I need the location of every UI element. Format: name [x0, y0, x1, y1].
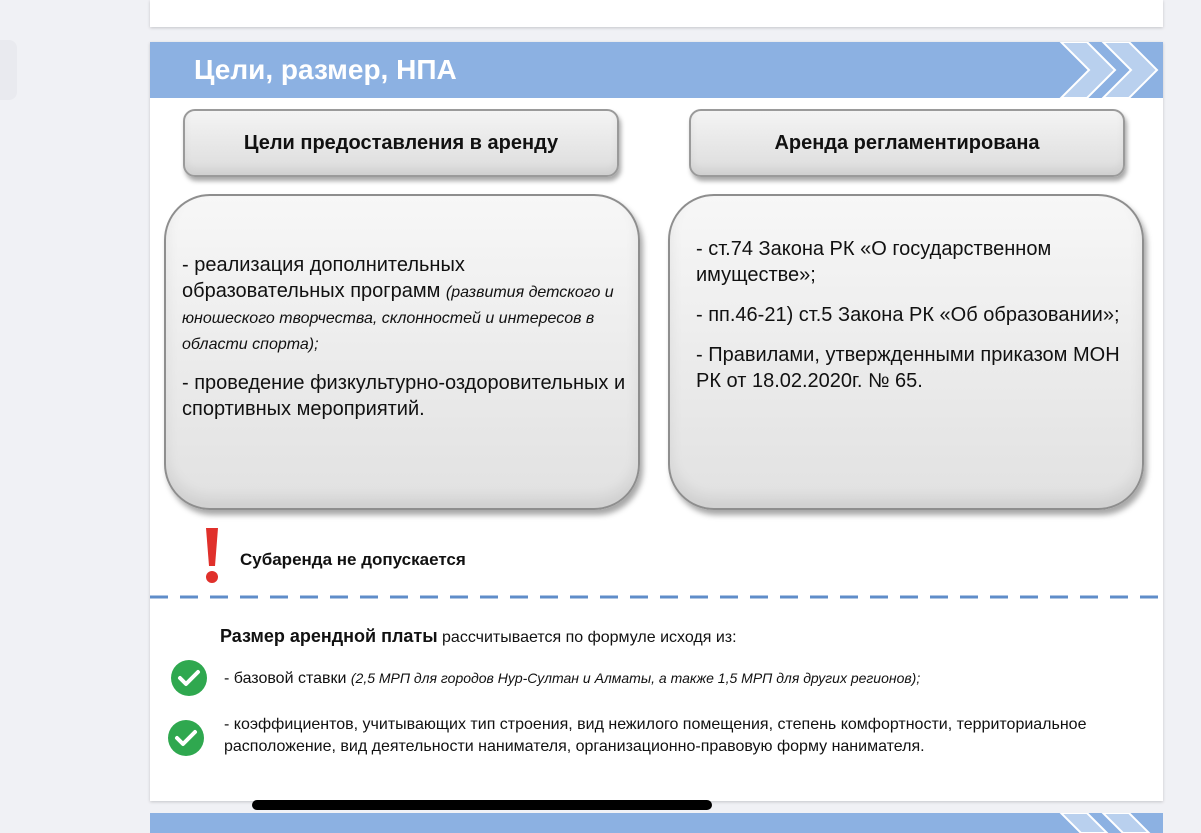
regulation-item: - пп.46-21) ст.5 Закона РК «Об образовании»;: [696, 304, 1120, 326]
goals-header: Цели предоставления в аренду: [183, 109, 619, 177]
goal-item: - реализация дополнительных образовательных программ (развития детского и юношеского творчества, склонностей и интересов в области спорта);: [182, 254, 614, 353]
home-indicator[interactable]: [252, 800, 712, 810]
double-chevron-icon: [1053, 42, 1163, 98]
slide: [150, 42, 1163, 801]
rent-intro: Размер арендной платы рассчитывается по формуле исходя из:: [220, 626, 737, 646]
dashed-divider: [150, 595, 1163, 599]
check-circle-icon: [170, 659, 208, 697]
sublease-warning: Субаренда не допускается: [240, 550, 466, 569]
double-chevron-icon: [1053, 813, 1163, 833]
goals-box: [164, 194, 640, 510]
side-panel-tab[interactable]: [0, 40, 17, 100]
goal-note: (развития детского и юношеского творчества, склонностей и интересов в области спорта);: [182, 284, 614, 353]
exclamation-icon: [200, 526, 224, 586]
check-circle-icon: [167, 719, 205, 757]
next-slide: [150, 813, 1163, 833]
regulation-item: - Правилами, утвержденными приказом МОН РК от 18.02.2020г. № 65.: [696, 344, 1120, 392]
rent-item: - базовой ставки (2,5 МРП для городов Нур-Султан и Алматы, а также 1,5 МРП для других регионов);: [224, 670, 921, 687]
regulation-item: - ст.74 Закона РК «О государственном имуществе»;: [696, 238, 1052, 286]
slide-title-bar: [150, 42, 1163, 98]
slide-title: Цели, размер, НПА: [194, 54, 457, 85]
regulation-box: [668, 194, 1144, 510]
rent-item: - коэффициентов, учитывающих тип строения, вид нежилого помещения, степень комфортности, территориальное расположение, вид деятельности нанимателя, организационно-правовую форму нанимателя.: [224, 716, 1087, 755]
goal-item: - проведение физкультурно-оздоровительных и спортивных мероприятий.: [182, 372, 626, 420]
regulation-header: Аренда регламентирована: [689, 109, 1125, 177]
previous-slide: [150, 0, 1163, 27]
rent-item-note: (2,5 МРП для городов Нур-Султан и Алматы, а также 1,5 МРП для других регионов);: [350, 670, 921, 686]
